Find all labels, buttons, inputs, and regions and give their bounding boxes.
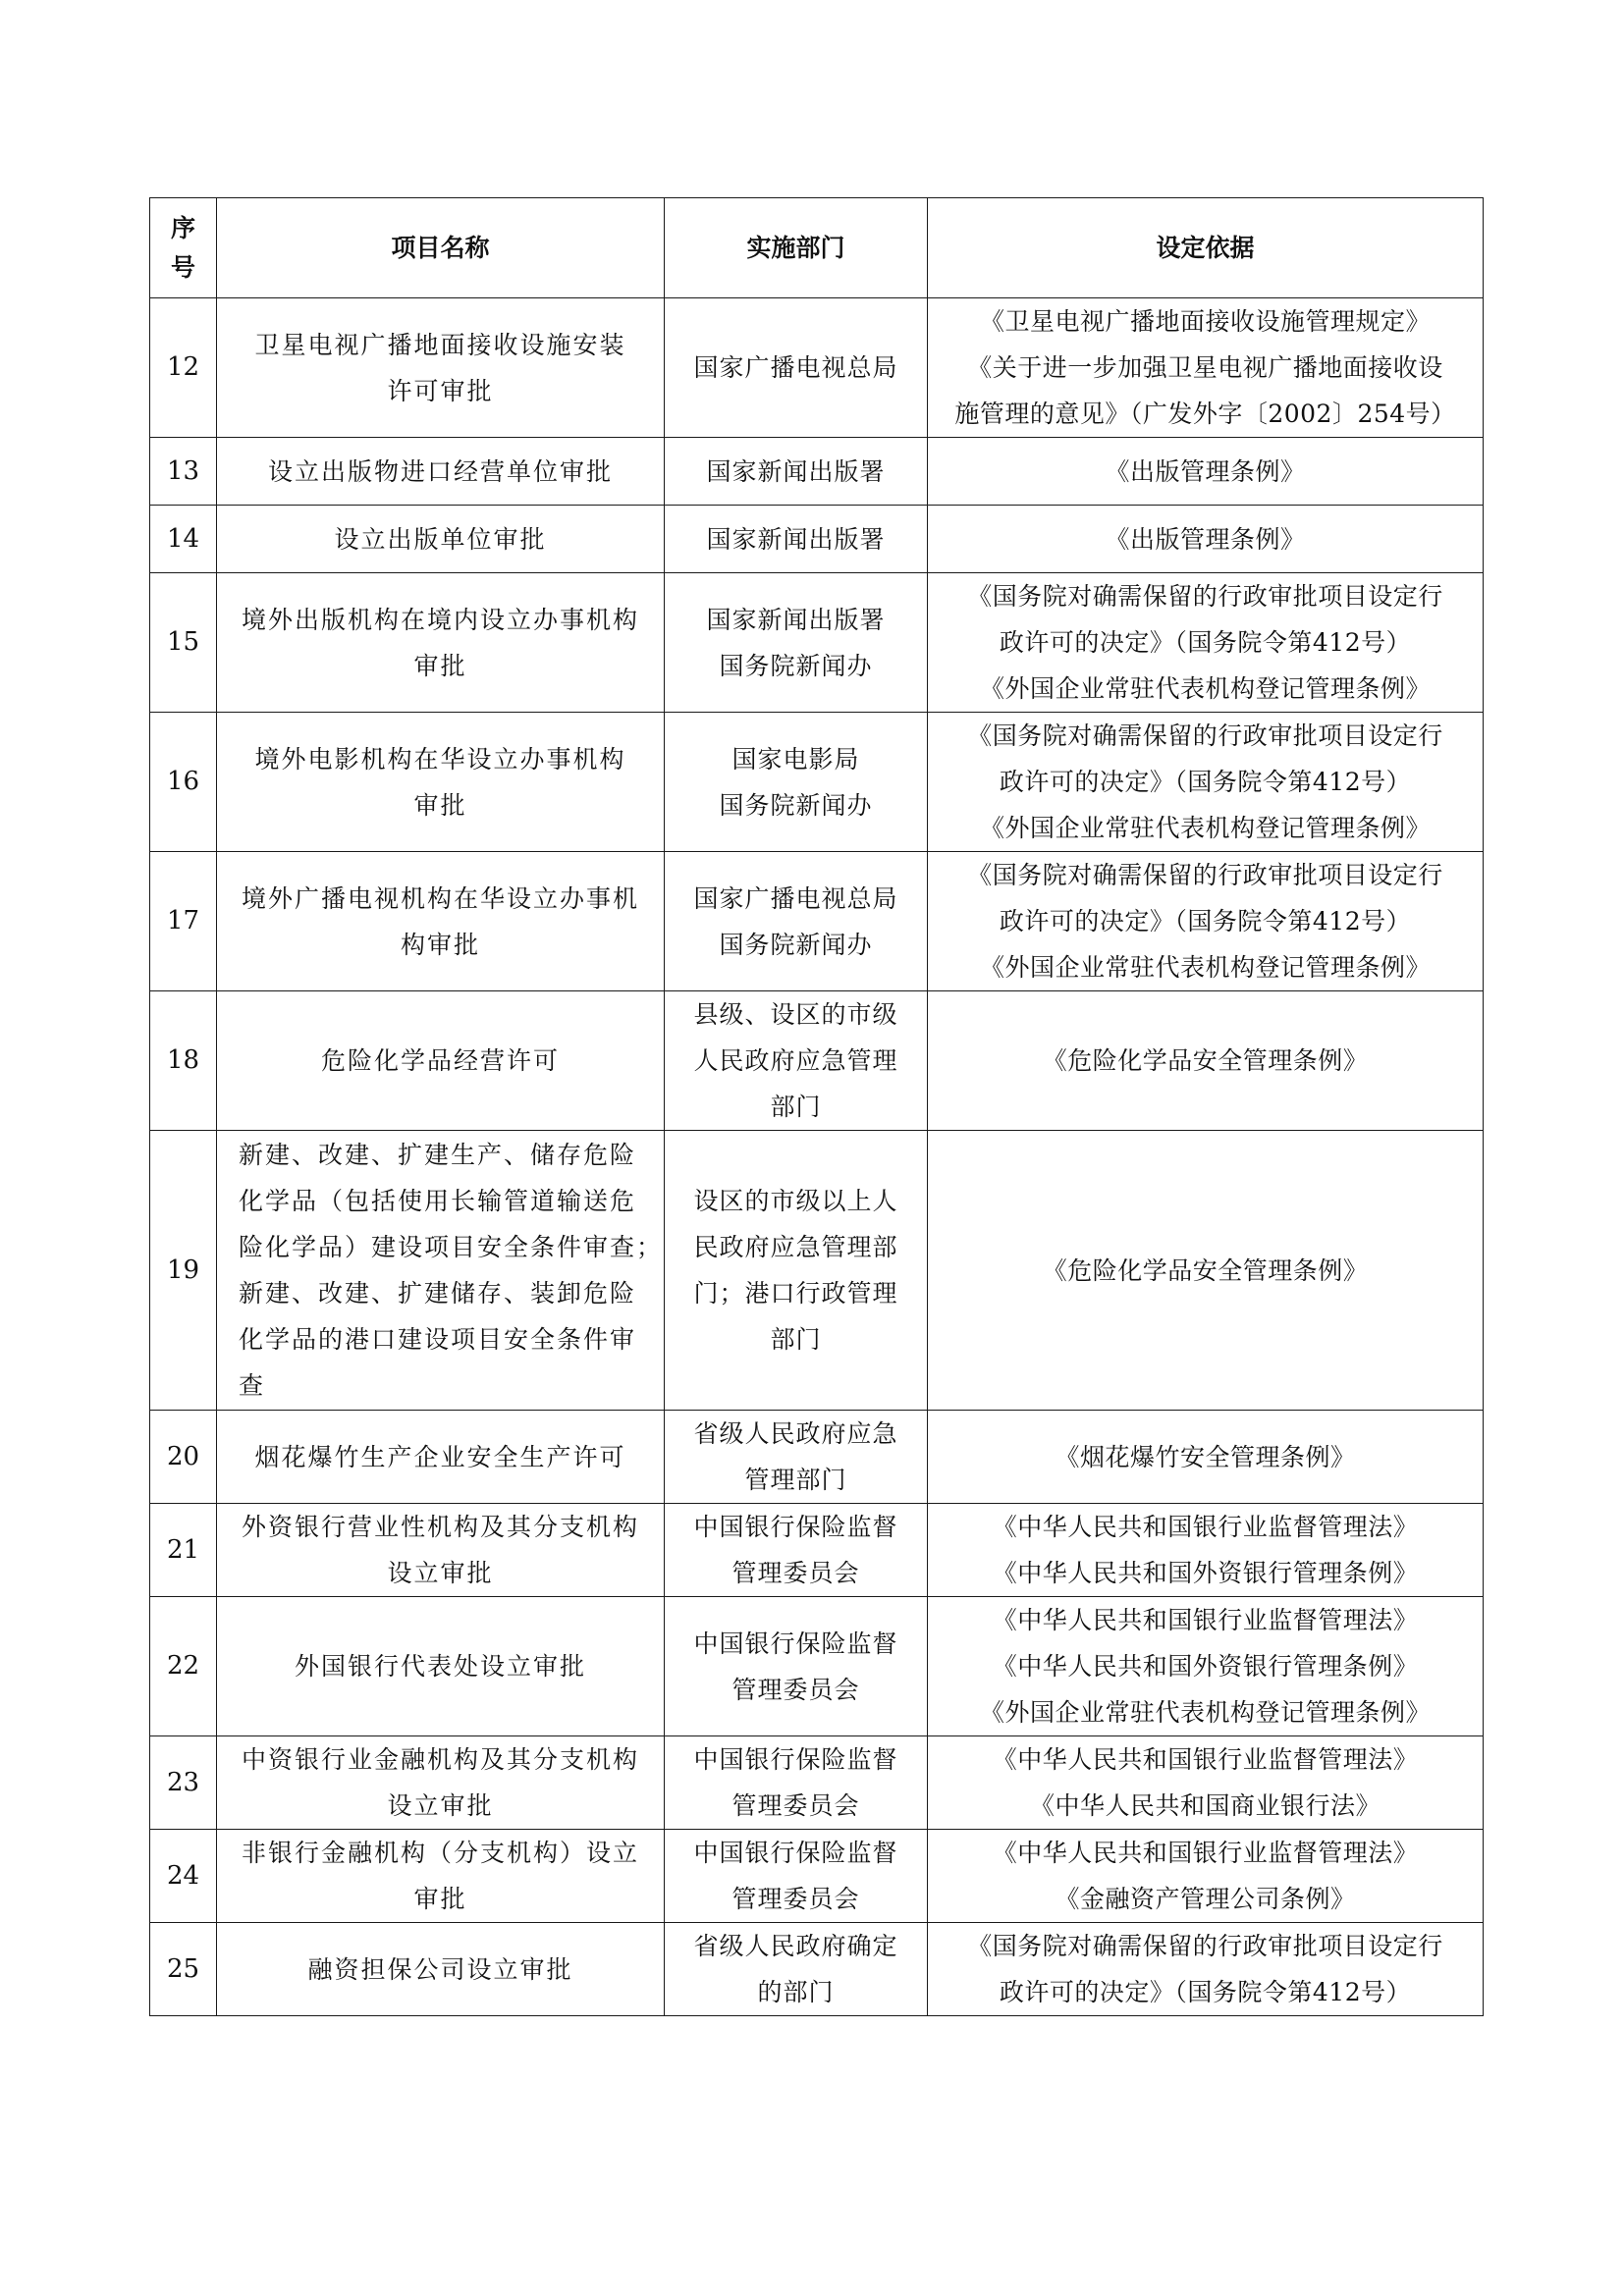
legal-basis-line: 《外国企业常驻代表机构登记管理条例》	[979, 814, 1431, 842]
header-no	[150, 198, 217, 298]
implementing-department-line: 管理委员会	[731, 1791, 860, 1820]
item-name-line: 化学品（包括使用长输管道输送危	[239, 1187, 637, 1215]
legal-basis-line: 《外国企业常驻代表机构登记管理条例》	[979, 1698, 1431, 1727]
item-name-line: 新建、改建、扩建储存、装卸危险	[239, 1279, 637, 1308]
implementing-department-line: 国家新闻出版署	[706, 605, 886, 634]
legal-basis-line: 《国务院对确需保留的行政审批项目设定行	[967, 1932, 1443, 1960]
implementing-department	[665, 1131, 928, 1411]
row-number: 21	[150, 1504, 217, 1597]
legal-basis	[928, 713, 1484, 852]
item-name-line: 外资银行营业性机构及其分支机构	[241, 1513, 639, 1541]
implementing-department	[665, 1597, 928, 1736]
legal-basis	[928, 506, 1484, 573]
legal-basis-line: 《危险化学品安全管理条例》	[1042, 1255, 1369, 1285]
implementing-department-line: 中国银行保险监督	[693, 1513, 898, 1541]
implementing-department-line: 设区的市级以上人	[693, 1187, 898, 1215]
row-number: 23	[150, 1736, 217, 1830]
table-row	[150, 298, 1484, 438]
implementing-department-line: 门；港口行政管理	[693, 1279, 898, 1308]
table-body	[150, 298, 1484, 2016]
implementing-department-line: 中国银行保险监督	[693, 1745, 898, 1774]
row-number: 20	[150, 1411, 217, 1504]
item-name-line: 审批	[413, 651, 467, 680]
item-name-line: 非银行金融机构（分支机构）设立	[241, 1839, 639, 1867]
implementing-department-line: 中国银行保险监督	[693, 1629, 898, 1658]
item-name	[217, 1597, 665, 1736]
implementing-department-line: 县级、设区的市级	[693, 1000, 898, 1029]
implementing-department-line: 部门	[770, 1093, 822, 1121]
item-name-line: 查	[239, 1371, 266, 1400]
approval-items-table	[149, 197, 1484, 2016]
legal-basis-line: 《金融资产管理公司条例》	[1055, 1885, 1356, 1913]
item-name	[217, 1830, 665, 1923]
table-row	[150, 713, 1484, 852]
item-name-line: 新建、改建、扩建生产、储存危险	[239, 1141, 637, 1169]
item-name	[217, 991, 665, 1131]
legal-basis	[928, 438, 1484, 506]
implementing-department-line: 国家新闻出版署	[706, 524, 886, 554]
row-number: 19	[150, 1131, 217, 1411]
implementing-department-line: 国务院新闻办	[719, 930, 873, 959]
item-name-line: 设立审批	[387, 1559, 494, 1587]
legal-basis-line: 政许可的决定》（国务院令第412号）	[999, 907, 1412, 935]
implementing-department-line: 管理部门	[744, 1466, 847, 1494]
item-name-line: 中资银行业金融机构及其分支机构	[241, 1745, 639, 1774]
implementing-department	[665, 852, 928, 991]
table-row	[150, 1597, 1484, 1736]
header-no-label	[154, 209, 212, 288]
row-number: 13	[150, 438, 217, 506]
legal-basis-line: 《烟花爆竹安全管理条例》	[1055, 1442, 1356, 1471]
implementing-department	[665, 713, 928, 852]
legal-basis	[928, 1411, 1484, 1504]
item-name-line: 融资担保公司设立审批	[307, 1954, 573, 1984]
table-header-row	[150, 198, 1484, 298]
legal-basis-line: 《危险化学品安全管理条例》	[1042, 1046, 1369, 1075]
item-name-line: 危险化学品经营许可	[320, 1046, 560, 1075]
implementing-department-line: 国家电影局	[731, 744, 860, 774]
row-number: 17	[150, 852, 217, 991]
item-name	[217, 1411, 665, 1504]
table-row	[150, 573, 1484, 713]
legal-basis-line: 《中华人民共和国银行业监督管理法》	[992, 1745, 1419, 1774]
implementing-department	[665, 506, 928, 573]
item-name	[217, 506, 665, 573]
legal-basis-line: 《中华人民共和国商业银行法》	[1029, 1791, 1380, 1820]
item-name-line: 外国银行代表处设立审批	[294, 1652, 586, 1681]
legal-basis	[928, 1504, 1484, 1597]
item-name-line: 设立出版物进口经营单位审批	[267, 456, 613, 486]
implementing-department	[665, 438, 928, 506]
legal-basis	[928, 573, 1484, 713]
legal-basis-line: 《关于进一步加强卫星电视广播地面接收设	[967, 353, 1443, 382]
implementing-department-line: 国家广播电视总局	[693, 883, 898, 913]
table-row	[150, 1923, 1484, 2016]
row-number: 16	[150, 713, 217, 852]
legal-basis	[928, 991, 1484, 1131]
table-row	[150, 506, 1484, 573]
item-name-line: 审批	[413, 1885, 467, 1913]
implementing-department-line: 人民政府应急管理	[693, 1046, 898, 1075]
legal-basis-line: 施管理的意见》（广发外字〔2002〕254号）	[954, 400, 1456, 428]
table-row	[150, 991, 1484, 1131]
legal-basis-line: 政许可的决定》（国务院令第412号）	[999, 768, 1412, 796]
legal-basis-line: 《国务院对确需保留的行政审批项目设定行	[967, 582, 1443, 611]
implementing-department	[665, 573, 928, 713]
legal-basis-line: 《外国企业常驻代表机构登记管理条例》	[979, 953, 1431, 982]
item-name	[217, 1131, 665, 1411]
legal-basis-line: 《国务院对确需保留的行政审批项目设定行	[967, 861, 1443, 889]
implementing-department-line: 管理委员会	[731, 1885, 860, 1913]
legal-basis	[928, 1131, 1484, 1411]
implementing-department-line: 省级人民政府确定	[693, 1932, 898, 1960]
legal-basis-line: 政许可的决定》（国务院令第412号）	[999, 628, 1412, 657]
implementing-department	[665, 1923, 928, 2016]
legal-basis-line: 《中华人民共和国银行业监督管理法》	[992, 1839, 1419, 1867]
implementing-department-line: 中国银行保险监督	[693, 1839, 898, 1867]
item-name	[217, 1923, 665, 2016]
implementing-department-line: 管理委员会	[731, 1675, 860, 1704]
legal-basis-line: 《外国企业常驻代表机构登记管理条例》	[979, 674, 1431, 703]
implementing-department	[665, 1736, 928, 1830]
table-row	[150, 852, 1484, 991]
item-name-line: 境外电影机构在华设立办事机构	[254, 744, 626, 774]
legal-basis	[928, 1597, 1484, 1736]
item-name	[217, 573, 665, 713]
item-name-line: 险化学品）建设项目安全条件审查；	[239, 1233, 664, 1261]
row-number: 18	[150, 991, 217, 1131]
legal-basis	[928, 1830, 1484, 1923]
table-row	[150, 1411, 1484, 1504]
legal-basis-line: 《卫星电视广播地面接收设施管理规定》	[979, 307, 1431, 336]
implementing-department	[665, 991, 928, 1131]
row-number: 15	[150, 573, 217, 713]
header-name: 项目名称	[217, 198, 665, 298]
item-name	[217, 438, 665, 506]
legal-basis-line: 《国务院对确需保留的行政审批项目设定行	[967, 721, 1443, 750]
legal-basis	[928, 1923, 1484, 2016]
item-name-line: 许可审批	[387, 376, 494, 405]
item-name	[217, 298, 665, 438]
implementing-department-line: 国家新闻出版署	[706, 456, 886, 486]
legal-basis	[928, 1736, 1484, 1830]
item-name-line: 审批	[413, 790, 467, 820]
row-number: 25	[150, 1923, 217, 2016]
legal-basis	[928, 298, 1484, 438]
legal-basis	[928, 852, 1484, 991]
row-number: 12	[150, 298, 217, 438]
legal-basis-line: 政许可的决定》（国务院令第412号）	[999, 1978, 1412, 2006]
table-row	[150, 1504, 1484, 1597]
implementing-department-line: 国家广播电视总局	[693, 353, 898, 382]
legal-basis-line: 《出版管理条例》	[1105, 456, 1306, 486]
implementing-department	[665, 298, 928, 438]
legal-basis-line: 《中华人民共和国外资银行管理条例》	[992, 1559, 1419, 1587]
row-number: 14	[150, 506, 217, 573]
item-name	[217, 852, 665, 991]
item-name-line: 设立出版单位审批	[334, 524, 547, 554]
table-row	[150, 1131, 1484, 1411]
implementing-department-line: 民政府应急管理部	[693, 1233, 898, 1261]
implementing-department-line: 部门	[770, 1325, 822, 1354]
item-name-line: 构审批	[400, 930, 480, 959]
table-row	[150, 1830, 1484, 1923]
implementing-department-line: 的部门	[757, 1978, 835, 2006]
implementing-department	[665, 1830, 928, 1923]
implementing-department	[665, 1411, 928, 1504]
item-name-line: 境外出版机构在境内设立办事机构	[241, 605, 639, 634]
header-no-char: 序	[170, 213, 195, 242]
header-no-char: 号	[170, 252, 195, 282]
item-name-line: 设立审批	[387, 1791, 494, 1820]
item-name	[217, 1736, 665, 1830]
item-name-line: 卫星电视广播地面接收设施安装	[254, 330, 626, 359]
item-name	[217, 1504, 665, 1597]
implementing-department-line: 国务院新闻办	[719, 790, 873, 820]
item-name-line: 烟花爆竹生产企业安全生产许可	[254, 1442, 626, 1471]
implementing-department-line: 省级人民政府应急	[693, 1419, 898, 1448]
header-basis: 设定依据	[928, 198, 1484, 298]
table-row	[150, 1736, 1484, 1830]
row-number: 24	[150, 1830, 217, 1923]
legal-basis-line: 《中华人民共和国银行业监督管理法》	[992, 1606, 1419, 1634]
implementing-department-line: 国务院新闻办	[719, 651, 873, 680]
item-name	[217, 713, 665, 852]
row-number: 22	[150, 1597, 217, 1736]
header-dept: 实施部门	[665, 198, 928, 298]
legal-basis-line: 《中华人民共和国银行业监督管理法》	[992, 1513, 1419, 1541]
implementing-department-line: 管理委员会	[731, 1559, 860, 1587]
item-name-line: 化学品的港口建设项目安全条件审	[239, 1325, 637, 1354]
item-name-line: 境外广播电视机构在华设立办事机	[241, 883, 639, 913]
table-row	[150, 438, 1484, 506]
implementing-department	[665, 1504, 928, 1597]
legal-basis-line: 《中华人民共和国外资银行管理条例》	[992, 1652, 1419, 1681]
legal-basis-line: 《出版管理条例》	[1105, 524, 1306, 554]
